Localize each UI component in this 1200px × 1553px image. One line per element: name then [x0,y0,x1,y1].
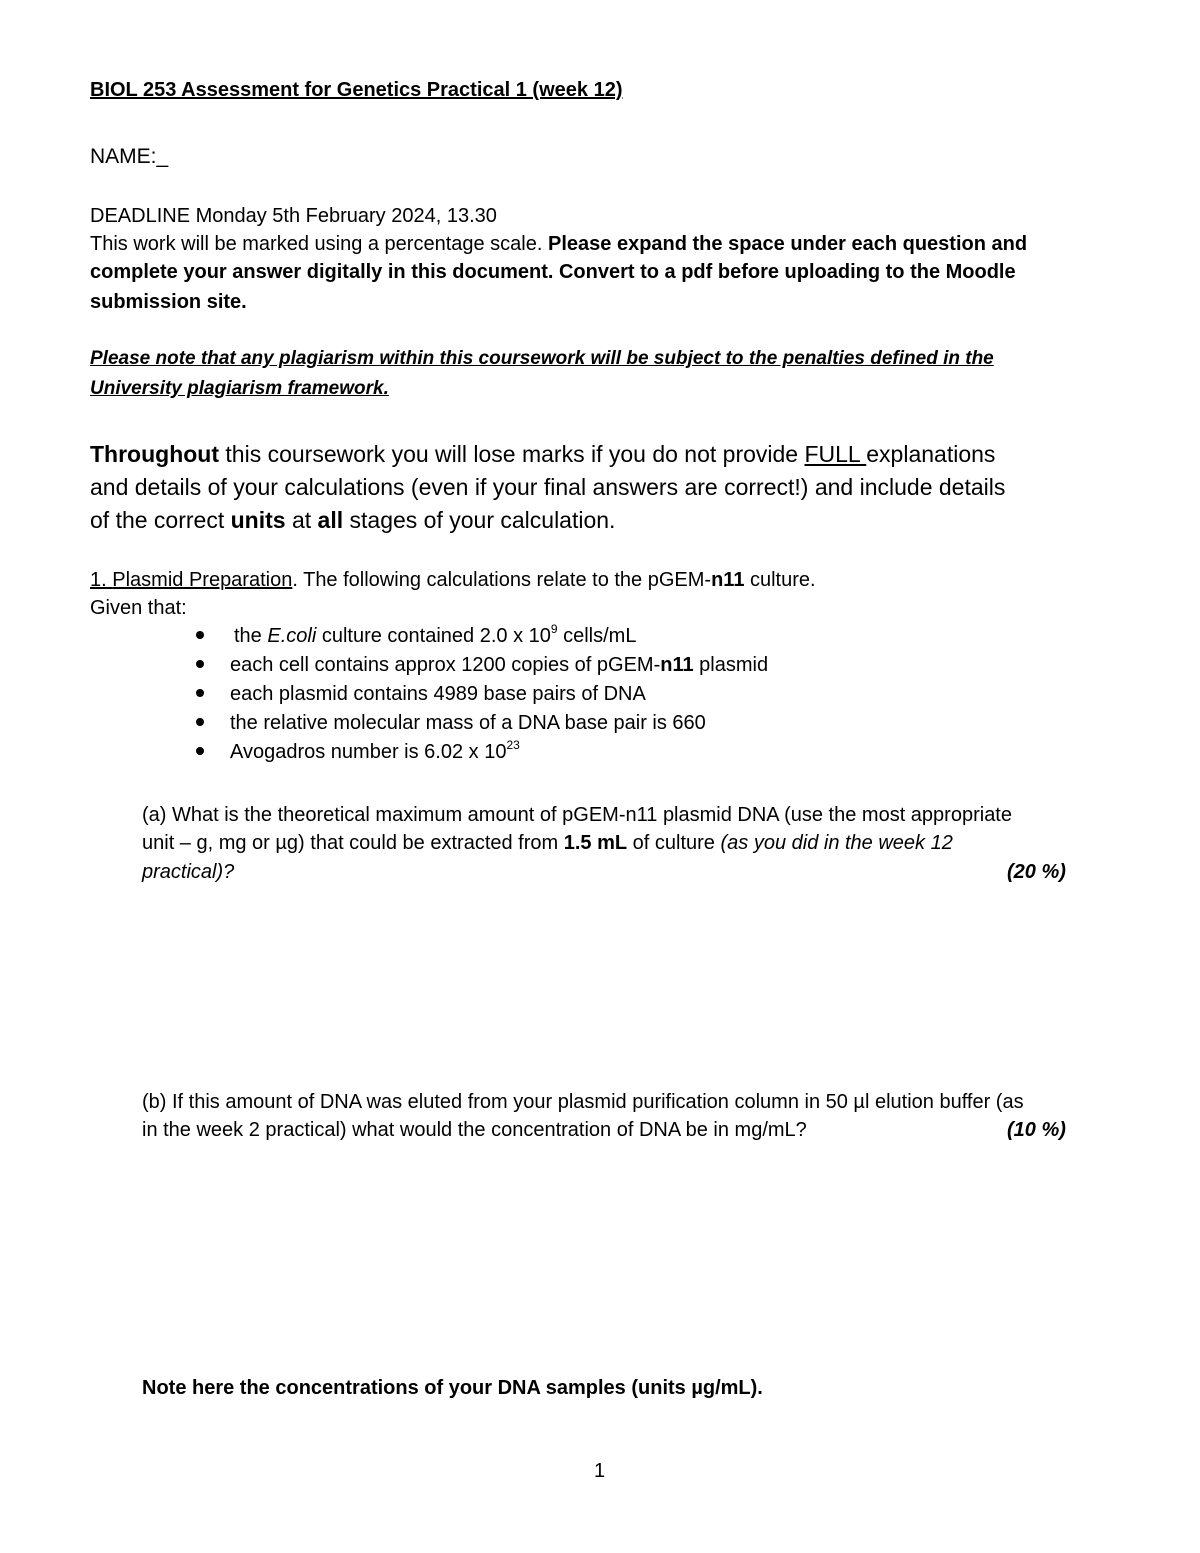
instructions-line3: submission site. [90,291,247,313]
q1-heading-line [90,568,816,592]
throughout-line2: and details of your calculations (even if your final answers are correct!) and include details [90,474,1006,500]
q1-intro-c: culture. [744,569,816,591]
q1a-volume: 1.5 mL [563,832,628,854]
q1-heading: Plasmid Preparation [112,569,293,591]
given-item-2-c: plasmid [693,654,769,676]
given-item-1-ecoli: E.coli [267,625,317,647]
plagiarism-line2: University plagiarism framework. [90,378,389,399]
given-item-5-sup: 23 [506,738,520,752]
deadline-text: DEADLINE Monday 5th February 2024, 13.30 [90,205,497,227]
given-item-5 [230,740,520,764]
bullet-3 [196,689,204,697]
q1a-marks: (20 %) [1007,861,1066,883]
page-number: 1 [594,1460,606,1482]
throughout-text2: explanations [866,441,996,467]
given-item-2-a: each cell contains approx 1200 copies of pGEM- [230,654,661,676]
given-item-4: the relative molecular mass of a DNA base pair is 660 [230,712,706,734]
bullet-5 [196,747,204,755]
page-title: BIOL 253 Assessment for Genetics Practical 1 (week 12) [90,79,623,101]
q1b-line2: in the week 2 practical) what would the concentration of DNA be in mg/mL? [142,1119,807,1141]
q1a-line2-a: unit – g, mg or µg) that could be extracted from [142,832,564,854]
instructions-bold1: Please expand the space under each question and [548,233,1028,255]
q1b-line1: (b) If this amount of DNA was eluted from your plasmid purification column in 50 µl elution buffer (as [142,1091,1024,1113]
bullet-4 [196,718,204,726]
given-item-1-d: cells/mL [557,625,637,647]
q1a-line2 [142,831,953,855]
instructions-line1 [90,232,1027,256]
throughout-bold: Throughout [90,441,220,467]
throughout-units: units [230,507,286,533]
instructions-line2: complete your answer digitally in this document. Convert to a pdf before uploading to the Moodle [90,261,1016,283]
given-item-1-a: the [234,625,268,647]
bullet-1 [196,631,204,639]
throughout-line3-c: stages of your calculation. [343,507,616,533]
q1b-marks: (10 %) [1007,1119,1066,1141]
q1-intro-a: . The following calculations relate to the pGEM- [292,569,712,591]
given-item-1-sup: 9 [550,622,558,636]
throughout-all: all [317,507,344,533]
throughout-text1: this coursework you will lose marks if you do not provide [219,441,805,467]
given-item-1-c: culture contained 2.0 x 10 [316,625,551,647]
q1a-line1: (a) What is the theoretical maximum amount of pGEM-n11 plasmid DNA (use the most appropriate [142,804,1012,826]
throughout-line3-b: at [285,507,318,533]
throughout-line1 [90,440,995,468]
q1a-line2-d: (as you did in the week 12 [720,832,953,854]
q1-number: 1. [90,569,113,591]
given-item-5-a: Avogadros number is 6.02 x 10 [230,741,507,763]
bullet-2 [196,660,204,668]
q1-given: Given that: [90,597,187,619]
plagiarism-line1: Please note that any plagiarism within this coursework will be subject to the penalties defined in the [90,348,994,369]
given-item-1 [234,624,636,648]
throughout-line3-a: of the correct [90,507,231,533]
q1a-line3: practical)? [142,861,235,883]
given-item-2-b: n11 [660,654,694,676]
instructions-intro: This work will be marked using a percentage scale. [90,233,548,255]
q1a-line2-c: of culture [627,832,721,854]
note-text: Note here the concentrations of your DNA samples (units µg/mL). [142,1377,763,1399]
q1-intro-b: n11 [711,569,745,591]
given-item-2 [230,653,768,677]
given-item-3: each plasmid contains 4989 base pairs of DNA [230,683,646,705]
name-label: NAME:_ [90,145,169,168]
throughout-full: FULL [804,441,867,467]
throughout-line3 [90,506,615,534]
